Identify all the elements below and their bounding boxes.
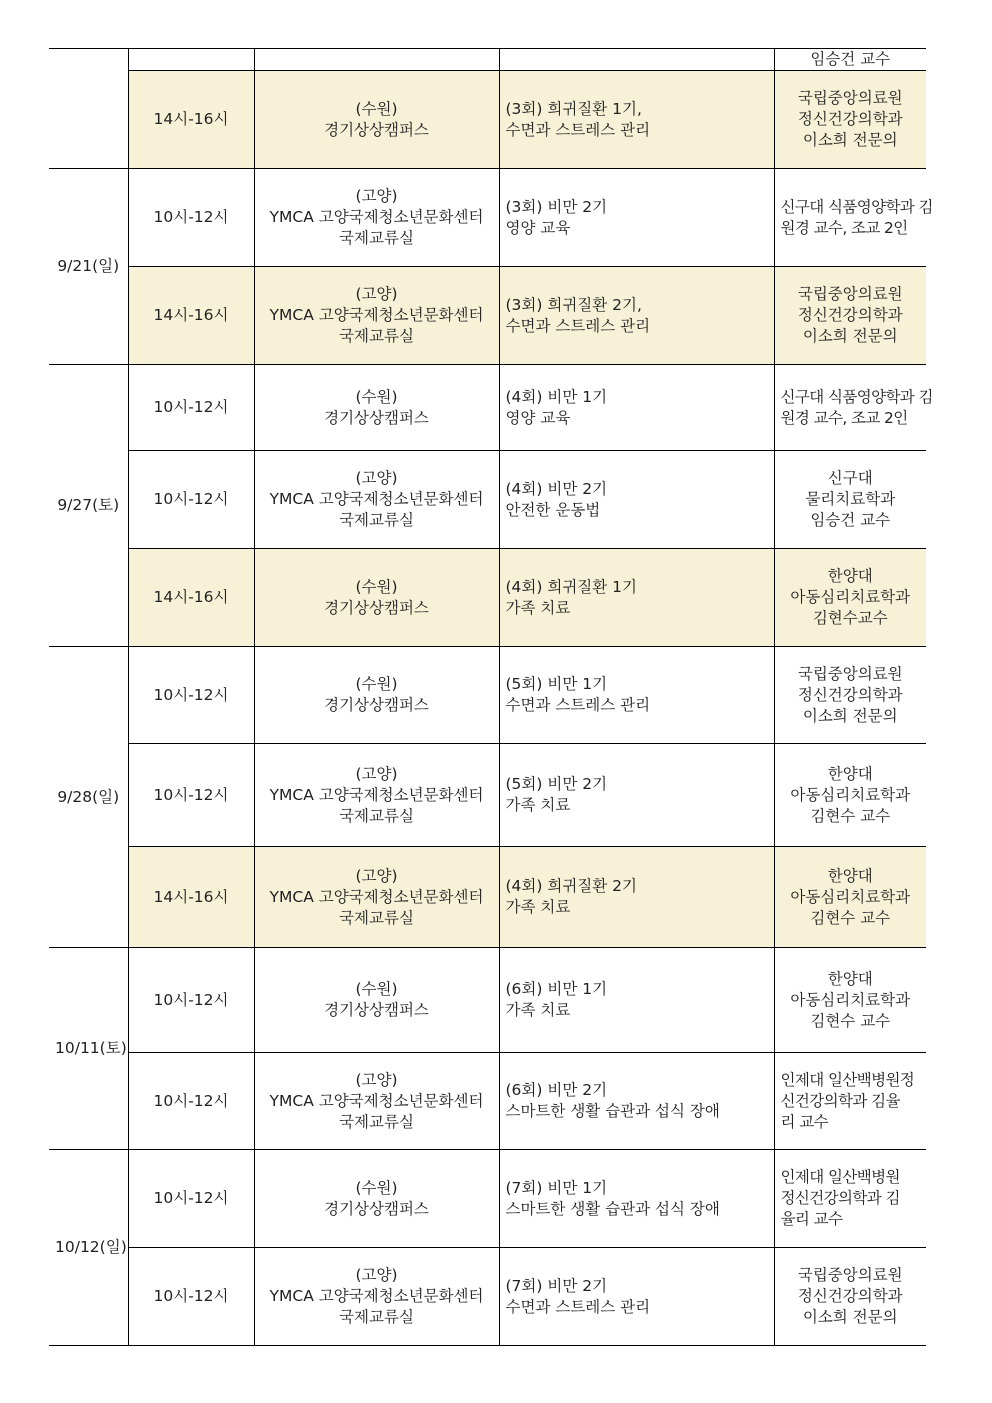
time-cell: 10시-12시: [128, 744, 254, 847]
date-cell: [49, 49, 128, 169]
place-cell: [254, 549, 499, 647]
topic-subject: 가족 치료: [505, 898, 571, 916]
lecturer-cell: [774, 744, 926, 847]
lecturer-line: 임승건 교수: [810, 511, 891, 529]
topic-session: (4회) 희귀질환 2기: [505, 877, 638, 895]
lecturer-cell: [774, 365, 933, 451]
lecturer-line: 정신건강의학과: [797, 110, 903, 128]
lecturer-line: 한양대: [827, 764, 873, 783]
topic-subject: 가족 치료: [505, 598, 571, 617]
place-cell: [254, 847, 499, 948]
lecturer-line: 이소희 전문의: [802, 706, 898, 725]
topic-cell: [499, 1248, 774, 1346]
table-row: [49, 1248, 926, 1346]
schedule-table: [49, 48, 933, 1346]
lecturer-line: 김현수교수: [812, 609, 888, 627]
place-venue: 경기상상캠퍼스: [324, 120, 429, 139]
table-row: [49, 169, 926, 267]
lecturer-cell: [774, 549, 926, 647]
topic-cell: [499, 1053, 774, 1150]
topic-subject: 가족 치료: [505, 796, 571, 814]
lecturer-line: 율리 교수: [780, 1210, 843, 1228]
lecturer-line: 인제대 일산백병원정: [780, 1070, 915, 1089]
lecturer-line: 정신건강의학과: [797, 1287, 903, 1305]
topic-session: (7회) 비만 2기: [505, 1276, 608, 1295]
topic-subject: 수면과 스트레스 관리: [505, 1297, 651, 1316]
topic-cell: [499, 847, 774, 948]
lecturer-cell: [774, 847, 926, 948]
place-cell: [254, 744, 499, 847]
place-region: (수원): [355, 577, 398, 596]
lecturer-line: 정신건강의학과 김: [780, 1189, 900, 1207]
topic-cell: [499, 1150, 774, 1248]
lecturer-line: 한양대: [827, 969, 873, 988]
date-cell: 9/21(일): [49, 169, 128, 365]
place-venue: 경기상상캠퍼스: [324, 696, 429, 714]
date-cell: 10/11(토): [49, 948, 128, 1150]
place-cell: [254, 647, 499, 744]
topic-subject: 가족 치료: [505, 1001, 571, 1019]
lecturer-line: 이소희 전문의: [802, 131, 898, 149]
topic-session: (4회) 비만 2기: [505, 479, 608, 498]
topic-session: (5회) 비만 2기: [505, 775, 608, 793]
place-room: 국제교류실: [339, 1112, 414, 1131]
lecturer-cell: [774, 1150, 926, 1248]
place-cell: [254, 948, 499, 1053]
place-region: (고양): [355, 187, 398, 205]
place-region: (고양): [355, 469, 398, 487]
place-room: 국제교류실: [339, 327, 414, 345]
lecturer-line: 국립중앙의료원: [797, 89, 903, 107]
table-row: [49, 1150, 926, 1248]
time-cell: 10시-12시: [128, 1248, 254, 1346]
time-cell: 10시-12시: [128, 451, 254, 549]
place-region: (고양): [355, 1266, 398, 1284]
place-cell: [254, 365, 499, 451]
place-venue: 경기상상캠퍼스: [324, 1199, 429, 1218]
place-region: (고양): [355, 1070, 398, 1089]
place-room: 국제교류실: [339, 1308, 414, 1326]
topic-subject: 영양 교육: [505, 408, 571, 427]
lecturer-line: 물리치료학과: [805, 490, 896, 508]
time-cell: 14시-16시: [128, 847, 254, 948]
lecturer-line: 아동심리치료학과: [790, 887, 911, 906]
lecturer-line: 국립중앙의료원: [797, 1266, 903, 1284]
lecturer-line: 정신건강의학과: [797, 306, 903, 324]
topic-cell: [499, 549, 774, 647]
table-row: [49, 365, 926, 451]
topic-session: (6회) 비만 1기: [505, 980, 608, 998]
place-cell: [254, 49, 499, 71]
date-cell: 9/27(토): [49, 365, 128, 647]
lecturer-cell: [774, 451, 926, 549]
topic-subject: 수면과 스트레스 관리: [505, 316, 651, 335]
topic-cell: [499, 744, 774, 847]
lecturer-line: 한양대: [827, 866, 873, 885]
lecturer-line: 아동심리치료학과: [790, 990, 911, 1009]
lecturer-cell: [774, 71, 926, 169]
lecturer-line: 김현수 교수: [810, 806, 891, 825]
place-venue: YMCA 고양국제청소년문화센터: [269, 1287, 484, 1305]
lecturer-cell: [774, 647, 926, 744]
topic-session: (5회) 비만 1기: [505, 675, 608, 693]
topic-cell: [499, 948, 774, 1053]
lecturer-line: 한양대: [827, 567, 873, 585]
lecturer-line: 국립중앙의료원: [797, 285, 903, 303]
lecturer-line: 이소희 전문의: [802, 327, 898, 345]
time-cell: 14시-16시: [128, 71, 254, 169]
place-cell: [254, 1150, 499, 1248]
table-row: [49, 451, 926, 549]
place-room: 국제교류실: [339, 229, 414, 247]
topic-cell: [499, 71, 774, 169]
place-room: 국제교류실: [339, 511, 414, 529]
lecturer-cell: [774, 267, 926, 365]
table-row: [49, 1053, 926, 1150]
time-cell: 10시-12시: [128, 169, 254, 267]
place-venue: YMCA 고양국제청소년문화센터: [269, 785, 484, 804]
topic-subject: 안전한 운동법: [505, 500, 601, 519]
lecturer-line: 김현수 교수: [810, 908, 891, 927]
topic-cell: [499, 647, 774, 744]
place-room: 국제교류실: [339, 908, 414, 927]
lecturer-line: 신구대 식품영양학과 김: [780, 387, 933, 406]
table-row: [49, 49, 926, 71]
lecturer-line: 인제대 일산백병원: [780, 1168, 900, 1186]
time-cell: 10시-12시: [128, 948, 254, 1053]
place-venue: YMCA 고양국제청소년문화센터: [269, 1091, 484, 1110]
table-row: [49, 549, 926, 647]
place-region: (수원): [355, 387, 398, 406]
topic-subject: 스마트한 생활 습관과 섭식 장애: [505, 1199, 720, 1218]
place-region: (수원): [355, 980, 398, 998]
topic-cell: [499, 169, 774, 267]
time-cell: 14시-16시: [128, 549, 254, 647]
place-venue: YMCA 고양국제청소년문화센터: [269, 887, 484, 906]
lecturer-cell: [774, 1248, 926, 1346]
lecturer-line: 신구대 식품영양학과 김: [780, 197, 933, 216]
place-region: (수원): [355, 1178, 398, 1197]
lecturer-line: 아동심리치료학과: [790, 588, 911, 606]
date-cell: 10/12(일): [49, 1150, 128, 1346]
table-row: [49, 948, 926, 1053]
place-cell: [254, 451, 499, 549]
place-venue: YMCA 고양국제청소년문화센터: [269, 306, 484, 324]
time-cell: 10시-12시: [128, 1150, 254, 1248]
topic-cell: [499, 267, 774, 365]
topic-subject: 수면과 스트레스 관리: [505, 696, 651, 714]
lecturer-line: 김현수 교수: [810, 1011, 891, 1030]
place-region: (고양): [355, 764, 398, 783]
lecturer-line: 리 교수: [780, 1112, 828, 1131]
place-cell: [254, 71, 499, 169]
topic-session: (4회) 희귀질환 1기: [505, 577, 638, 596]
topic-session: (6회) 비만 2기: [505, 1081, 608, 1099]
topic-session: (3회) 희귀질환 1기,: [505, 99, 642, 118]
time-cell: 14시-16시: [128, 267, 254, 365]
place-region: (수원): [355, 99, 398, 118]
lecturer-line: 신구대: [827, 469, 873, 487]
table-row: [49, 744, 926, 847]
place-cell: [254, 169, 499, 267]
topic-session: (4회) 비만 1기: [505, 387, 608, 406]
table-row: [49, 647, 926, 744]
lecturer-line: 이소희 전문의: [802, 1308, 898, 1326]
lecturer-cell: [774, 49, 926, 71]
lecturer-cell: [774, 169, 933, 267]
topic-subject: 영양 교육: [505, 218, 571, 237]
topic-session: (3회) 희귀질환 2기,: [505, 295, 642, 314]
place-region: (고양): [355, 866, 398, 885]
place-venue: YMCA 고양국제청소년문화센터: [269, 490, 484, 508]
place-region: (고양): [355, 285, 398, 303]
topic-cell: [499, 49, 774, 71]
place-cell: [254, 1248, 499, 1346]
lecturer-cell: [774, 1053, 926, 1150]
topic-cell: [499, 451, 774, 549]
time-cell: 10시-12시: [128, 365, 254, 451]
place-venue: YMCA 고양국제청소년문화센터: [269, 208, 484, 226]
time-cell: [128, 49, 254, 71]
place-cell: [254, 1053, 499, 1150]
lecturer-line: 신건강의학과 김율: [780, 1091, 900, 1110]
lecturer-cell: [774, 948, 926, 1053]
place-venue: 경기상상캠퍼스: [324, 598, 429, 617]
date-cell: 9/28(일): [49, 647, 128, 948]
place-region: (수원): [355, 675, 398, 693]
topic-session: (7회) 비만 1기: [505, 1178, 608, 1197]
lecturer-line: 정신건강의학과: [797, 685, 903, 704]
place-cell: [254, 267, 499, 365]
lecturer-line: 아동심리치료학과: [790, 785, 911, 804]
topic-subject: 스마트한 생활 습관과 섭식 장애: [505, 1102, 720, 1120]
place-room: 국제교류실: [339, 806, 414, 825]
lecturer-line: 임승건 교수: [810, 50, 891, 68]
topic-session: (3회) 비만 2기: [505, 197, 608, 216]
place-venue: 경기상상캠퍼스: [324, 408, 429, 427]
time-cell: 10시-12시: [128, 647, 254, 744]
table-row: [49, 847, 926, 948]
lecturer-line: 원경 교수, 조교 2인: [780, 408, 908, 427]
lecturer-line: 국립중앙의료원: [797, 664, 903, 683]
table-row: [49, 267, 926, 365]
lecturer-line: 원경 교수, 조교 2인: [780, 218, 908, 237]
time-cell: 10시-12시: [128, 1053, 254, 1150]
topic-cell: [499, 365, 774, 451]
table-row: [49, 71, 926, 169]
topic-subject: 수면과 스트레스 관리: [505, 120, 651, 139]
place-venue: 경기상상캠퍼스: [324, 1001, 429, 1019]
